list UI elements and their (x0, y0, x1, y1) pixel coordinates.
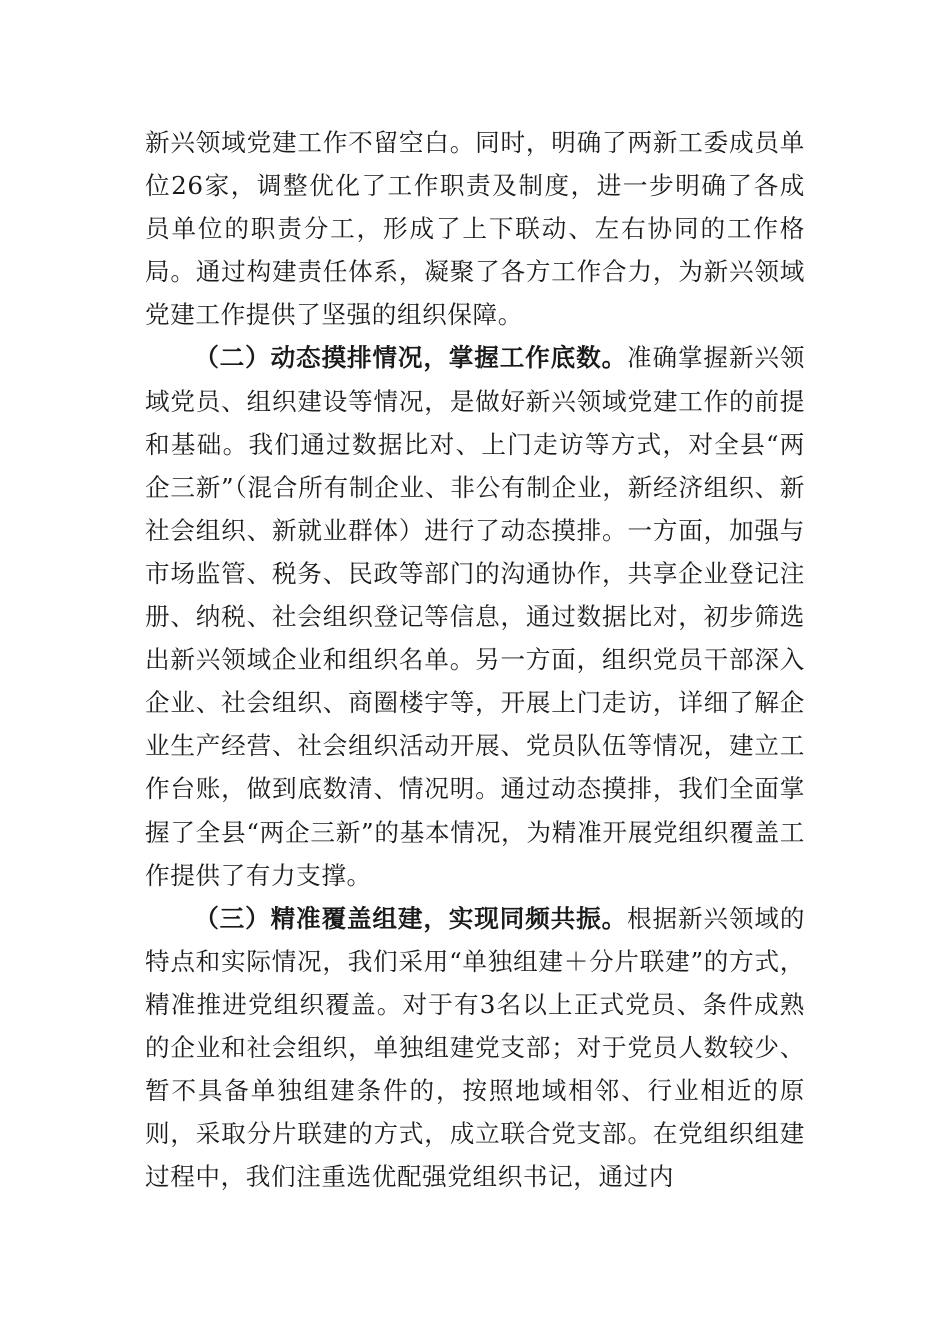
paragraph-dynamic-survey (145, 336, 805, 896)
paragraph-text: 准确掌握新兴领域党员、组织建设等情况，是做好新兴领域党建工作的前提和基础。我们通过数据比对、上门走访等方式，对全县“两企三新”（混合所有制企业、非公有制企业，新经济组织、新社会组织、新就业群体）进行了动态摸排。一方面，加强与市场监管、税务、民政等部门的沟通协作，共享企业登记注册、纳税、社会组织登记等信息，通过数据比对，初步筛选出新兴领域企业和组织名单。另一方面，组织党员干部深入企业、社会组织、商圈楼宇等，开展上门走访，详细了解企业生产经营、社会组织活动开展、党员队伍等情况，建立工作台账，做到底数清、情况明。通过动态摸排，我们全面掌握了全县“两企三新”的基本情况，为精准开展党组织覆盖工作提供了有力支撑。 (145, 343, 806, 890)
paragraph-text: 新兴领域党建工作不留空白。同时，明确了两新工委成员单位26家，调整优化了工作职责及制度，进一步明确了各成员单位的职责分工，形成了上下联动、左右协同的工作格局。通过构建责任体系，凝聚了各方工作合力，为新兴领域党建工作提供了坚强的组织保障。 (145, 128, 805, 330)
paragraph-text: 根据新兴领域的特点和实际情况，我们采用“单独组建＋分片联建”的方式，精准推进党组织覆盖。对于有3名以上正式党员、条件成熟的企业和社会组织，单独组建党支部；对于党员人数较少、暂不具备单独组建条件的，按照地域相邻、行业相近的原则，采取分片联建的方式，成立联合党支部。在党组织组建过程中，我们注重选优配强党组织书记，通过内 (145, 903, 806, 1192)
paragraph-precise-coverage (145, 897, 805, 1199)
paragraph-continuation (145, 121, 805, 336)
section-heading: （三）精准覆盖组建，实现同频共振。 (194, 903, 628, 933)
section-heading: （二）动态摸排情况，掌握工作底数。 (194, 343, 628, 373)
document-page (145, 121, 805, 1198)
